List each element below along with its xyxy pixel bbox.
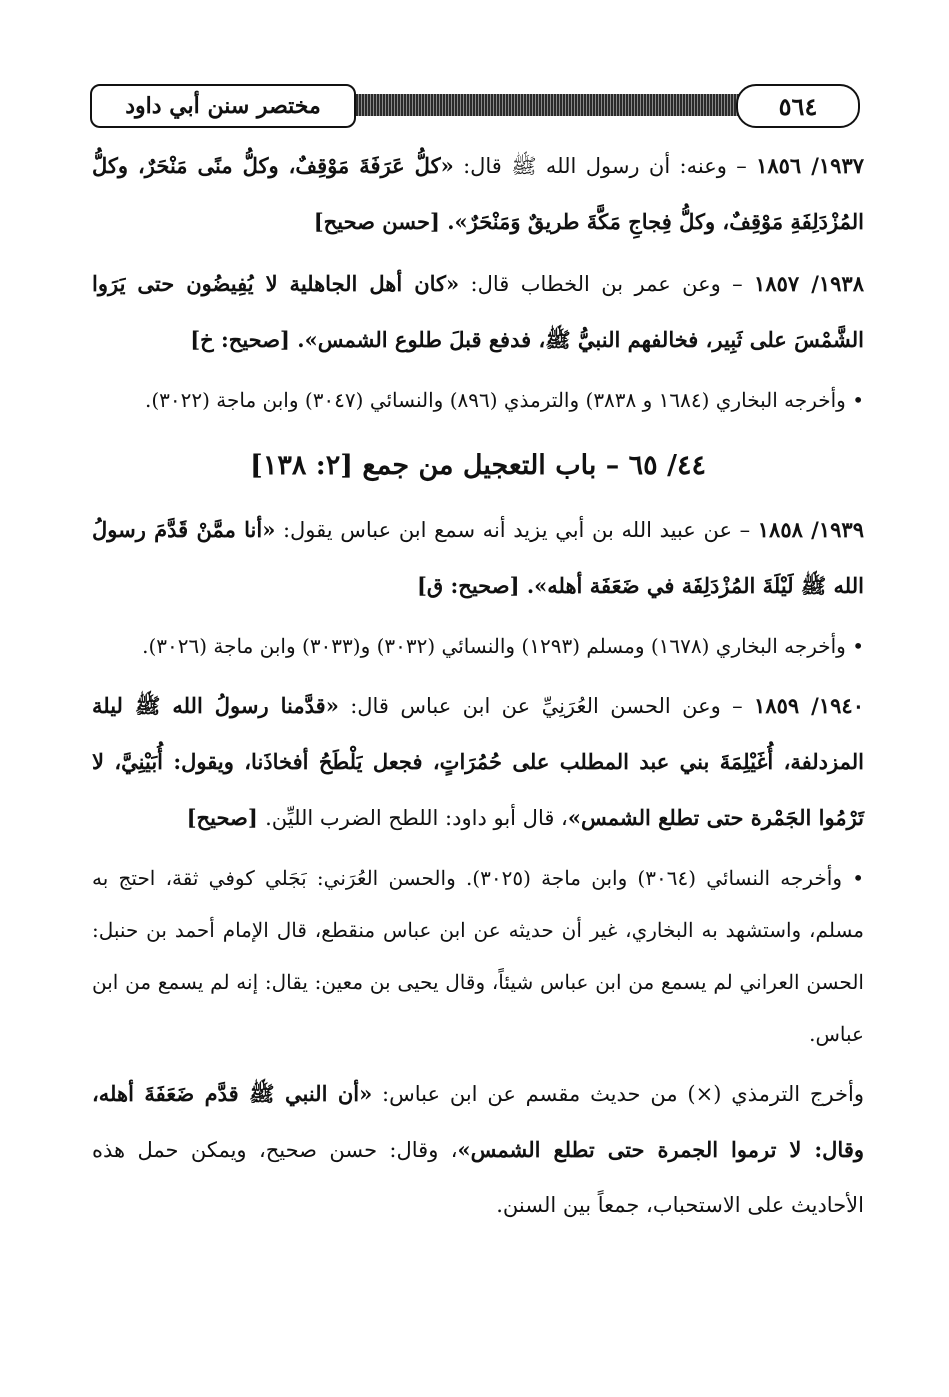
hadith-grade: [حسن صحيح] — [313, 209, 448, 234]
hadith-grade: [صحيح] — [186, 805, 266, 830]
takhrij-note: • وأخرجه النسائي (٣٠٦٤) وابن ماجة (٣٠٢٥). والحسن العُرَني: بَجَلي كوفي ثقة، احتج به مسلم، واستشهد به البخاري، غير أن حديثه عن ابن عباس منقطع، قال الإمام أحمد بن حنبل: الحسن العراني لم يسمع من ابن عباس شيئاً، وقال يحيى بن معين: يقال: إنه لم يسمع من ابن عباس. — [92, 866, 865, 1046]
hadith-text: «أنا ممَّنْ قَدَّمَ رسولُ الله ﷺ لَيْلَةَ المُزْدَلِفَة في ضَعَفَة أهله». — [92, 517, 864, 598]
hadith-text: «كان أهل الجاهلية لا يُفِيضُون حتى يَرَوا الشَّمْسَ على ثَبِير، فخالفهم النبيُّ ﷺ، فدفع قبلَ طلوع الشمس». — [92, 271, 864, 352]
takhrij-note: • وأخرجه البخاري (١٦٨٤ و ٣٨٣٨) والترمذي (٨٩٦) والنسائي (٣٠٤٧) وابن ماجة (٣٠٢٢). — [144, 388, 864, 412]
hadith-intro: – وعن الحسن العُرَنِيِّ عن ابن عباس قال: — [338, 694, 755, 718]
header-decorative-bar — [350, 94, 740, 116]
chapter-heading: ٤٤/ ٦٥ – باب التعجيل من جمع [٢: ١٣٨] — [250, 450, 706, 481]
hadith-number: ١٩٣٨/ ١٨٥٧ — [754, 271, 864, 296]
hadith-text: «كلُّ عَرَفَةَ مَوْقِفٌ، وكلُّ منًى مَنْحَرٌ، وكلُّ المُزْدَلِفَةِ مَوْقِفٌ، وكلُّ فِجاجِ مَكَّةَ طريقٌ وَمَنْحَرٌ». — [92, 153, 864, 234]
takhrij-note: • وأخرجه البخاري (١٦٧٨) ومسلم (١٢٩٣) والنسائي (٣٠٣٢) و(٣٠٣٣) وابن ماجة (٣٠٢٦). — [142, 634, 864, 658]
closing-quote: «أن النبي ﷺ قدَّم ضَعَفَةَ أهله، وقال: لا ترموا الجمرة حتى تطلع الشمس» — [92, 1081, 864, 1162]
closing-rest: ، وقال: حسن صحيح، ويمكن حمل هذه الأحاديث على الاستحباب، جمعاً بين السنن. — [92, 1138, 864, 1217]
page-body — [92, 138, 864, 1239]
hadith-intro: – عن عبيد الله بن أبي يزيد أنه سمع ابن عباس يقول: — [275, 518, 758, 542]
hadith-number: ١٩٤٠/ ١٨٥٩ — [754, 693, 864, 718]
page-number: ٥٦٤ — [736, 84, 860, 128]
hadith-1940 — [92, 678, 864, 846]
hadith-1939 — [92, 502, 864, 614]
hadith-number: ١٩٣٩/ ١٨٥٨ — [757, 517, 864, 542]
hadith-number: ١٩٣٧/ ١٨٥٦ — [756, 153, 865, 178]
hadith-intro: – وعن عمر بن الخطاب قال: — [459, 272, 755, 296]
page-header — [90, 84, 860, 128]
hadith-1937 — [92, 138, 864, 250]
hadith-intro: – وعنه: أن رسول الله ﷺ قال: — [453, 154, 757, 178]
hadith-1938 — [92, 256, 864, 368]
hadith-grade: [صحيح: خ] — [190, 327, 298, 352]
hadith-comment: ، قال أبو داود: اللطح الضرب الليِّن. — [265, 806, 568, 830]
hadith-grade: [صحيح: ق] — [417, 573, 527, 598]
book-title: مختصر سنن أبي داود — [90, 84, 356, 128]
closing-paragraph — [92, 1066, 864, 1233]
hadith-text: «قدَّمنا رسولُ الله ﷺ ليلة المزدلفة، أُغَيْلِمَةَ بني عبد المطلب على حُمُرَاتٍ، فجعل يَلْطَحُ أفخاذَنا، ويقول: أُبَيْنِيَّ، لا تَرْمُوا الجَمْرة حتى تطلع الشمس» — [92, 693, 864, 830]
closing-intro: وأخرج الترمذي (×) من حديث مقسم عن ابن عباس: — [372, 1082, 864, 1106]
